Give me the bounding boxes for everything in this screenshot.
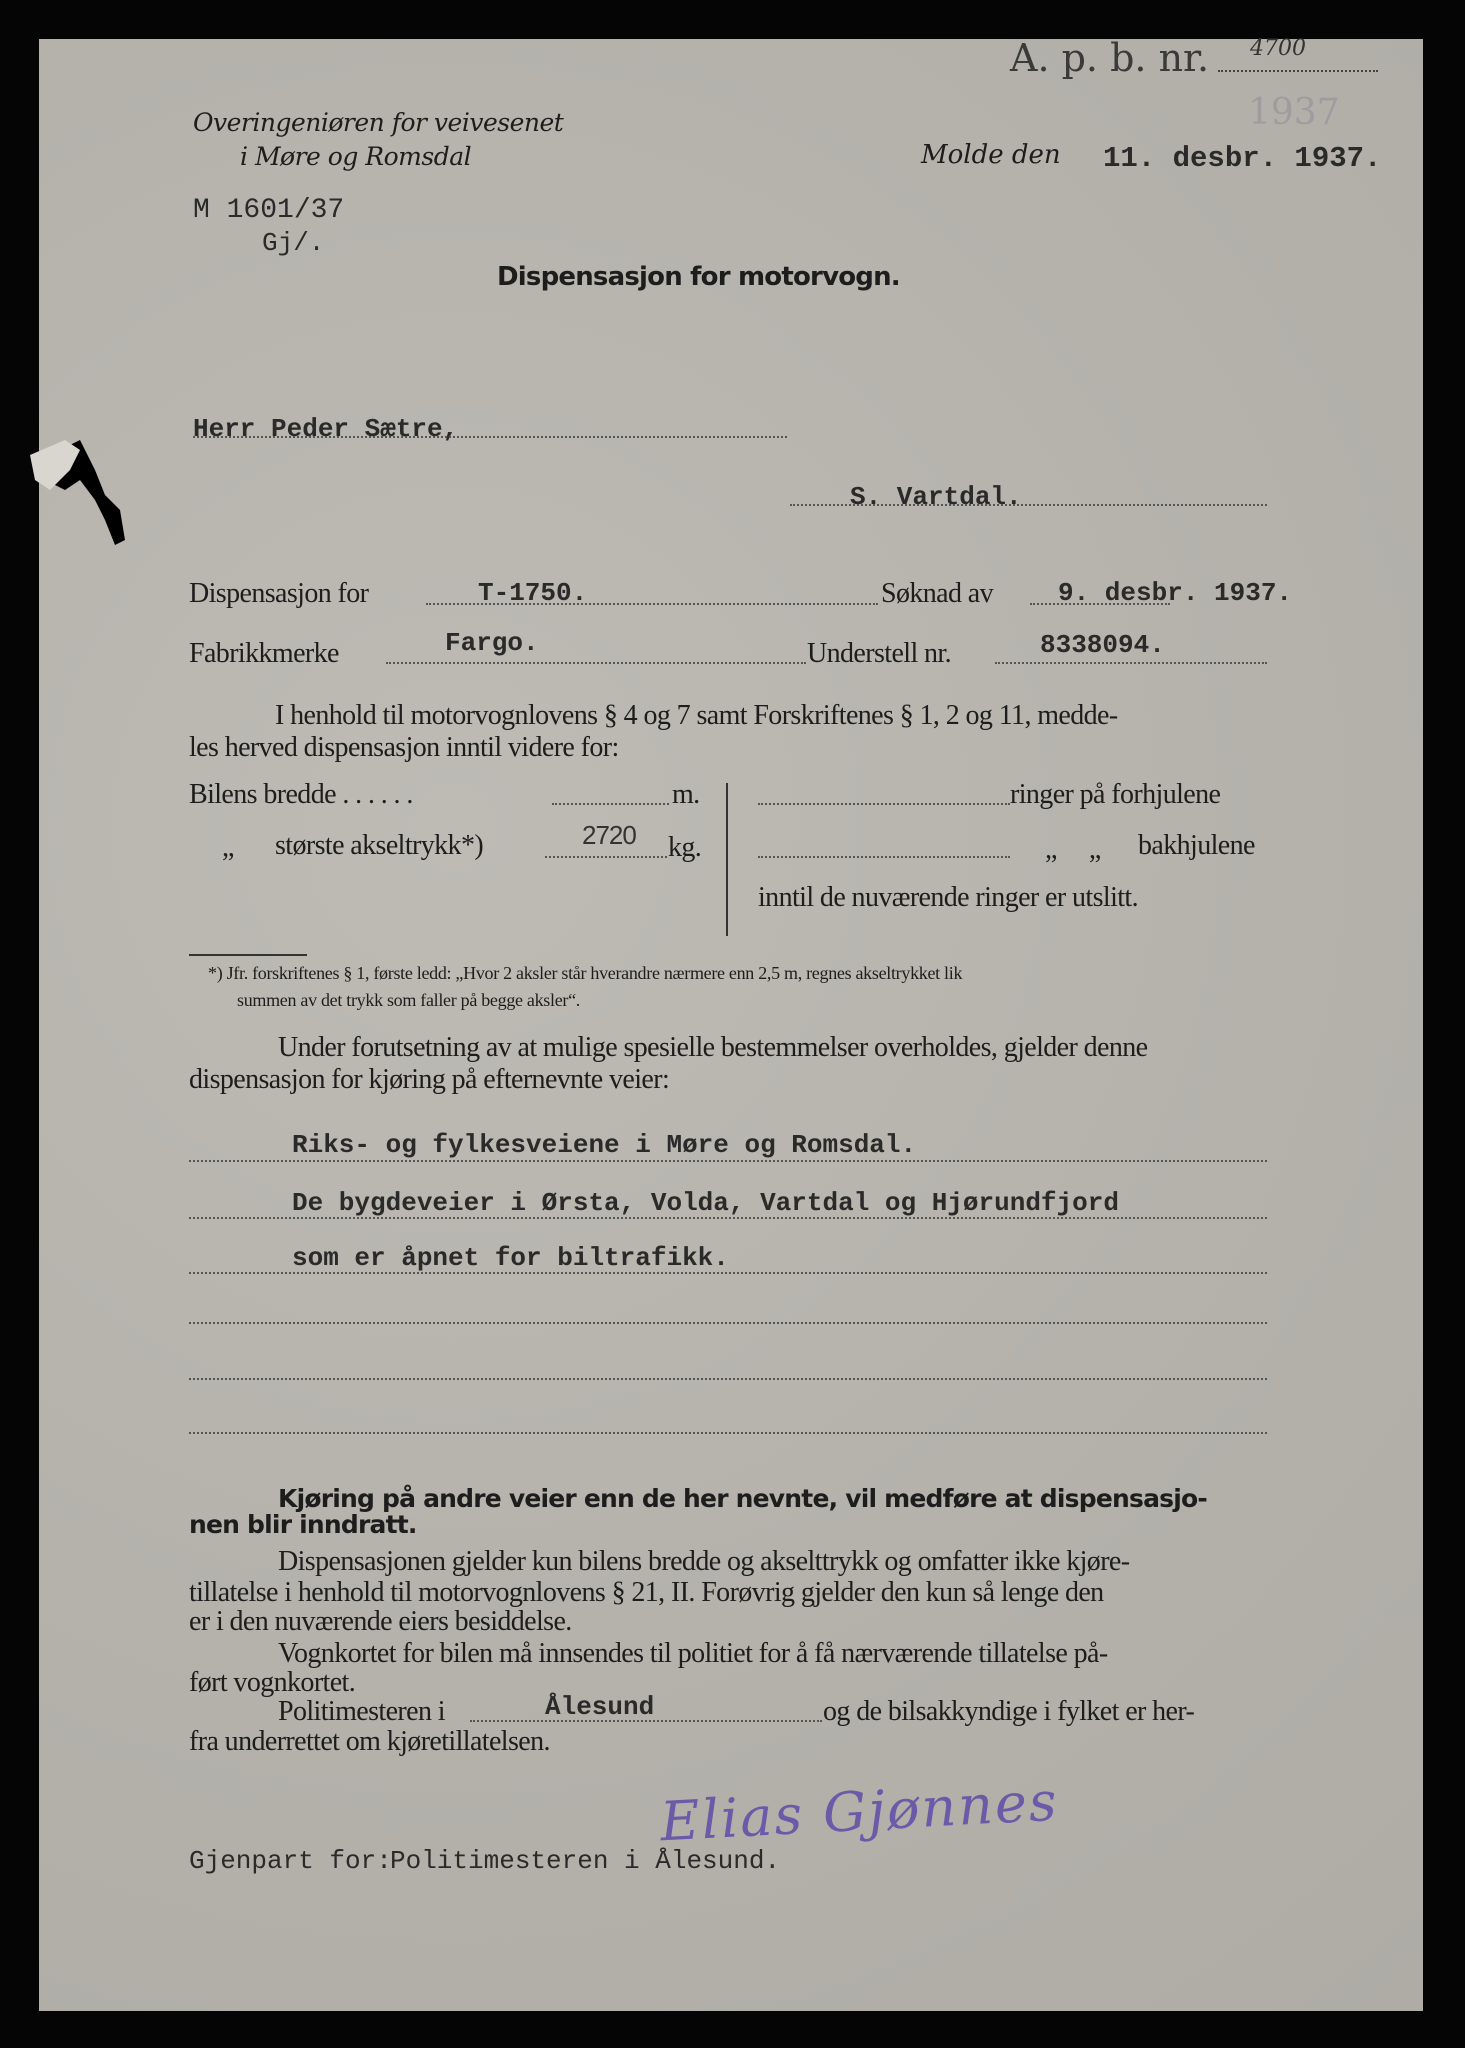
- understell-label: Understell nr.: [807, 638, 952, 669]
- road-2: De bygdeveier i Ørsta, Volda, Vartdal og Hjørundfjord: [292, 1188, 1119, 1218]
- apb-label: A. p. b. nr.: [1010, 36, 1210, 80]
- place-line: [790, 504, 1267, 506]
- bredde-label: Bilens bredde . . . . . .: [189, 779, 413, 810]
- ringer-note: inntil de nuværende ringer er utslitt.: [758, 882, 1139, 913]
- disp-label: Dispensasjon for: [189, 578, 369, 609]
- road-3: som er åpnet for biltrafikk.: [292, 1243, 729, 1273]
- aksel-unit: kg.: [668, 832, 702, 863]
- paragraph4-line2: ført vognkortet.: [189, 1667, 356, 1698]
- copy-label: Gjenpart for:: [189, 1846, 392, 1876]
- apb-number: 4700: [1250, 36, 1306, 61]
- road-line-4: [189, 1322, 1267, 1324]
- bakhjul-label: bakhjulene: [1138, 830, 1255, 861]
- understell-line: [995, 662, 1267, 664]
- road-line-1: [189, 1160, 1267, 1162]
- document-page: [39, 39, 1423, 2011]
- copy-value: Politimesteren i Ålesund.: [390, 1846, 781, 1876]
- paragraph1-line2: les herved dispensasjon inntil videre for:: [189, 732, 619, 763]
- bredde-line: [552, 803, 669, 805]
- police-label: Politimesteren i: [278, 1696, 445, 1727]
- letter-date: 11. desbr. 1937.: [1103, 142, 1382, 175]
- disp-value: T-1750.: [478, 578, 588, 608]
- paragraph3-line2: tillatelse i henhold til motorvognlovens § 21, II. Forøvrig gjelder den kun så lenge den: [189, 1577, 1104, 1608]
- police-rest: og de bilsakkyndige i fylket er her-: [823, 1696, 1195, 1727]
- paragraph1-line1: I henhold til motorvognlovens § 4 og 7 samt Forskriftenes § 1, 2 og 11, medde-: [275, 700, 1118, 731]
- police-value: Ålesund: [545, 1692, 655, 1722]
- fabrikk-label: Fabrikkmerke: [189, 638, 339, 669]
- apb-line: [1218, 70, 1378, 72]
- warning-line1: Kjøring på andre veier enn de her nevnte, vil medføre at dispensasjo-: [278, 1484, 1207, 1513]
- place-label: Molde den: [921, 140, 1061, 170]
- road-line-5: [189, 1378, 1267, 1380]
- road-1: Riks- og fylkesveiene i Møre og Romsdal.: [292, 1130, 917, 1160]
- footnote-rule: [189, 954, 307, 956]
- bakhjul-line: [758, 856, 1010, 858]
- police-line2: fra underrettet om kjøretillatelsen.: [189, 1726, 550, 1757]
- aksel-quote: „: [222, 832, 234, 863]
- fabrikk-line: [386, 662, 806, 664]
- office-line-2: i Møre og Romsdal: [240, 142, 472, 171]
- warning-line2: nen blir inndratt.: [189, 1510, 417, 1539]
- paragraph2-line1: Under forutsetning av at mulige spesielle bestemmelser overholdes, gjelder denne: [278, 1032, 1148, 1063]
- bakhjul-quotes: „ „: [1045, 834, 1101, 865]
- paragraph2-line2: dispensasjon for kjøring på efternevnte veier:: [189, 1064, 670, 1095]
- bredde-unit: m.: [672, 779, 700, 810]
- road-line-6: [189, 1432, 1267, 1434]
- recipient-name: Herr Peder Sætre,: [193, 414, 459, 444]
- aksel-line: [545, 856, 667, 858]
- recipient-line: [193, 436, 787, 438]
- reference-number: M 1601/37: [193, 195, 345, 226]
- understell-value: 8338094.: [1040, 630, 1165, 660]
- forhjul-label: ringer på forhjulene: [1010, 779, 1221, 810]
- forhjul-line: [758, 803, 1010, 805]
- office-line-1: Overingeniøren for veivesenet: [193, 108, 564, 137]
- column-divider: [726, 783, 728, 936]
- reference-initials: Gj/.: [262, 228, 325, 258]
- paragraph3-line1: Dispensasjonen gjelder kun bilens bredde og akselttrykk og omfatter ikke kjøre-: [278, 1546, 1130, 1577]
- aksel-label: største akseltrykk*): [275, 830, 484, 861]
- recipient-place: S. Vartdal.: [850, 482, 1022, 512]
- footnote-line1: *) Jfr. forskriftenes § 1, første ledd: „Hvor 2 aksler står hverandre nærmere enn 2,5 m, regnes akseltrykket lik: [208, 963, 963, 983]
- paragraph4-line1: Vognkortet for bilen må innsendes til politiet for å få nærværende tillatelse på-: [278, 1638, 1108, 1669]
- year-stamp: 1937: [1248, 92, 1340, 133]
- footnote-line2: summen av det trykk som faller på begge aksler“.: [237, 990, 580, 1010]
- soknad-label: Søknad av: [881, 578, 994, 609]
- aksel-value: 2720: [582, 820, 636, 850]
- soknad-value: 9. desbr. 1937.: [1058, 578, 1293, 608]
- paragraph3-line3: er i den nuværende eiers besiddelse.: [189, 1606, 572, 1637]
- fabrikk-value: Fargo.: [445, 628, 539, 658]
- signature: Elias Gjønnes: [658, 1769, 1061, 1854]
- page-title: Dispensasjon for motorvogn.: [497, 262, 900, 292]
- torn-edge: [25, 440, 135, 560]
